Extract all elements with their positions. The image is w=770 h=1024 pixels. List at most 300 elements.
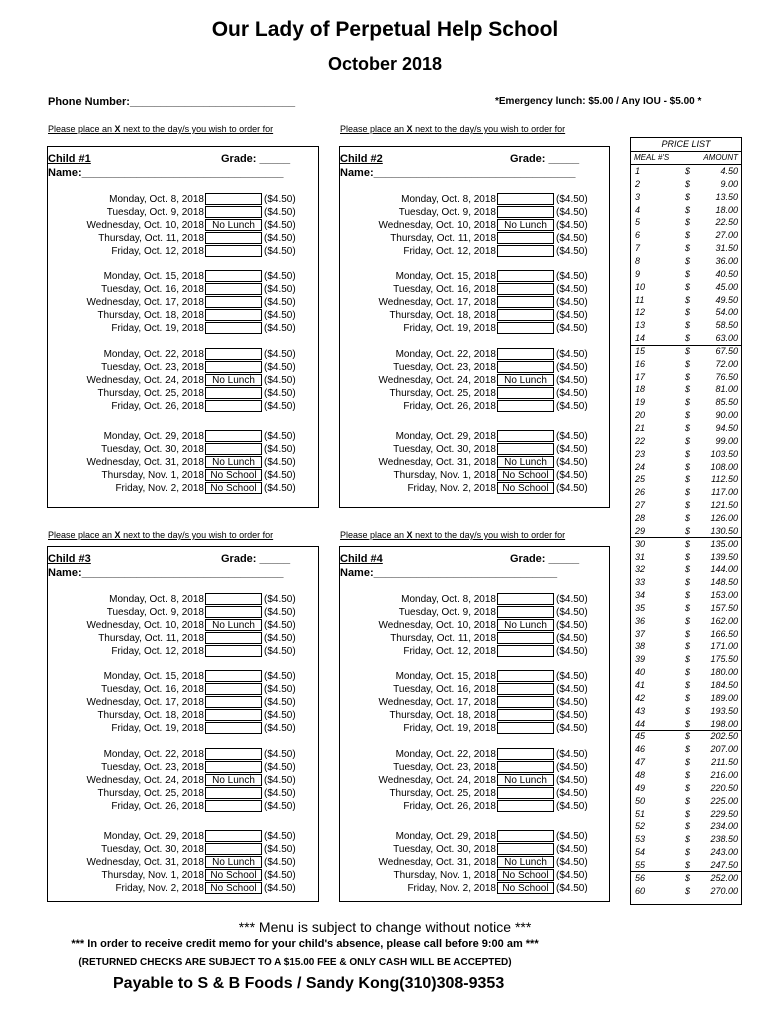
emergency-lunch-note: *Emergency lunch: $5.00 / Any IOU - $5.00 * [495, 96, 702, 107]
meal-amount: 153.00 [710, 590, 738, 601]
price-list-row [631, 397, 741, 408]
order-day-checkbox[interactable] [205, 270, 262, 282]
order-day-checkbox[interactable] [497, 193, 554, 205]
currency-symbol: $ [685, 256, 691, 266]
order-day-row [340, 670, 609, 683]
meal-count: 14 [635, 333, 646, 343]
order-day-checkbox[interactable] [205, 206, 262, 218]
currency-symbol: $ [685, 590, 691, 601]
order-day-price: ($4.50) [264, 388, 296, 399]
order-day-checkbox[interactable] [205, 645, 262, 657]
meal-amount: 67.50 [715, 345, 738, 356]
price-list-row [631, 744, 741, 755]
order-day-label: Friday, Oct. 12, 2018 [403, 646, 496, 657]
order-day-row [340, 606, 609, 619]
order-day-price: ($4.50) [556, 207, 588, 218]
returned-checks-notice: (RETURNED CHECKS ARE SUBJECT TO A $15.00 FEE & ONLY CASH WILL BE ACCEPTED) [78, 957, 512, 968]
order-day-checkbox[interactable] [205, 696, 262, 708]
order-day-unavailable: No School [497, 482, 554, 494]
order-day-unavailable: No Lunch [497, 856, 554, 868]
order-day-price: ($4.50) [556, 271, 588, 282]
order-day-row [340, 882, 609, 895]
meal-count: 7 [635, 243, 641, 254]
currency-symbol: $ [685, 731, 691, 742]
order-day-checkbox[interactable] [497, 645, 554, 657]
meal-count: 2 [635, 178, 641, 189]
meal-amount: 139.50 [710, 551, 738, 562]
order-day-checkbox[interactable] [497, 748, 554, 760]
order-day-checkbox[interactable] [205, 322, 262, 334]
order-day-checkbox[interactable] [497, 830, 554, 842]
currency-symbol: $ [685, 448, 691, 459]
price-list-row [631, 513, 741, 524]
grade-field[interactable]: Grade: _____ [221, 153, 291, 165]
order-day-label: Thursday, Oct. 25, 2018 [389, 388, 496, 399]
order-day-label: Wednesday, Oct. 31, 2018 [378, 457, 496, 468]
order-day-checkbox[interactable] [497, 400, 554, 412]
order-day-price: ($4.50) [264, 857, 296, 868]
currency-symbol: $ [685, 230, 691, 241]
meal-amount: 108.00 [710, 461, 738, 472]
order-day-checkbox[interactable] [497, 632, 554, 644]
meal-count: 21 [635, 423, 646, 433]
currency-symbol: $ [685, 268, 691, 279]
order-day-unavailable: No Lunch [497, 619, 554, 631]
meal-amount: 103.50 [710, 448, 738, 459]
order-day-checkbox[interactable] [497, 283, 554, 295]
name-field[interactable]: Name:______________________________ [340, 567, 558, 579]
order-day-label: Monday, Oct. 8, 2018 [401, 194, 496, 205]
meal-count: 43 [635, 705, 646, 716]
order-day-row [48, 709, 318, 722]
price-list-row [631, 552, 741, 563]
order-day-checkbox[interactable] [497, 683, 554, 695]
order-day-checkbox[interactable] [497, 709, 554, 721]
order-day-checkbox[interactable] [497, 361, 554, 373]
meal-amount: 171.00 [710, 641, 738, 652]
order-day-label: Tuesday, Oct. 16, 2018 [101, 684, 204, 695]
order-day-label: Wednesday, Oct. 17, 2018 [378, 697, 496, 708]
currency-symbol: $ [685, 345, 691, 356]
order-day-row [48, 856, 318, 869]
order-day-price: ($4.50) [556, 401, 588, 412]
currency-symbol: $ [685, 757, 691, 768]
currency-symbol: $ [685, 410, 691, 421]
meal-amount: 180.00 [710, 667, 738, 678]
meal-count: 54 [635, 847, 646, 857]
meal-count: 31 [635, 551, 646, 562]
order-day-price: ($4.50) [264, 207, 296, 218]
order-day-row [340, 374, 609, 387]
order-day-unavailable: No Lunch [205, 456, 262, 468]
meal-count: 30 [635, 538, 646, 549]
order-day-label: Thursday, Oct. 25, 2018 [97, 388, 204, 399]
meal-amount: 94.50 [715, 423, 738, 433]
order-day-row [340, 232, 609, 245]
meal-amount: 40.50 [715, 268, 738, 279]
order-day-unavailable: No Lunch [497, 456, 554, 468]
price-list-row [631, 796, 741, 807]
order-day-row [48, 387, 318, 400]
order-day-checkbox[interactable] [205, 830, 262, 842]
meal-amount: 211.50 [711, 757, 738, 768]
meal-amount: 135.00 [710, 538, 738, 549]
order-day-checkbox[interactable] [205, 296, 262, 308]
order-day-checkbox[interactable] [497, 843, 554, 855]
order-day-unavailable: No School [497, 882, 554, 894]
order-day-price: ($4.50) [556, 388, 588, 399]
meal-amount: 148.50 [710, 577, 738, 588]
order-day-row [340, 456, 609, 469]
price-list-amount-header: AMOUNT [703, 153, 738, 162]
name-field[interactable]: Name:_________________________________ [48, 167, 284, 179]
meal-amount: 13.50 [715, 191, 738, 202]
meal-count: 19 [635, 397, 646, 408]
price-list-row [631, 295, 741, 306]
order-day-price: ($4.50) [264, 697, 296, 708]
meal-amount: 234.00 [710, 821, 738, 832]
price-list-row [631, 217, 741, 228]
currency-symbol: $ [685, 243, 691, 254]
price-list-row [631, 333, 741, 344]
order-day-label: Thursday, Nov. 1, 2018 [101, 870, 204, 881]
order-instruction: Please place an X next to the day/s you wish to order for [340, 530, 566, 540]
order-day-checkbox[interactable] [497, 443, 554, 455]
order-day-checkbox[interactable] [497, 387, 554, 399]
order-day-checkbox[interactable] [205, 748, 262, 760]
order-day-checkbox[interactable] [205, 606, 262, 618]
order-day-checkbox[interactable] [205, 430, 262, 442]
currency-symbol: $ [685, 371, 691, 382]
order-day-price: ($4.50) [264, 870, 296, 881]
order-day-checkbox[interactable] [205, 193, 262, 205]
meal-amount: 216.00 [710, 769, 738, 780]
order-day-checkbox[interactable] [205, 670, 262, 682]
order-day-label: Tuesday, Oct. 23, 2018 [101, 362, 204, 373]
child-order-form [47, 546, 319, 902]
order-day-price: ($4.50) [264, 297, 296, 308]
child-label: Child #3 [48, 553, 91, 565]
currency-symbol: $ [685, 333, 691, 343]
grade-field[interactable]: Grade: _____ [510, 153, 580, 165]
order-day-price: ($4.50) [264, 444, 296, 455]
order-day-price: ($4.50) [556, 831, 588, 842]
order-day-checkbox[interactable] [497, 245, 554, 257]
credit-memo-notice: *** In order to receive credit memo for your child's absence, please call before 9:00 am *** [71, 938, 539, 950]
order-day-price: ($4.50) [556, 310, 588, 321]
order-day-price: ($4.50) [556, 844, 588, 855]
order-day-price: ($4.50) [264, 375, 296, 386]
meal-count: 15 [635, 345, 646, 356]
price-list-row [631, 462, 741, 473]
order-day-label: Wednesday, Oct. 24, 2018 [378, 375, 496, 386]
order-day-row [340, 482, 609, 495]
order-day-label: Monday, Oct. 15, 2018 [103, 271, 204, 282]
currency-symbol: $ [685, 435, 691, 446]
order-day-price: ($4.50) [556, 607, 588, 618]
order-day-label: Thursday, Oct. 18, 2018 [97, 310, 204, 321]
order-day-checkbox[interactable] [497, 348, 554, 360]
order-day-row [340, 683, 609, 696]
order-day-price: ($4.50) [264, 749, 296, 760]
order-day-row [48, 348, 318, 361]
order-day-checkbox[interactable] [497, 270, 554, 282]
order-day-price: ($4.50) [264, 594, 296, 605]
order-day-row [48, 800, 318, 813]
order-day-row [340, 430, 609, 443]
meal-amount: 157.50 [710, 602, 738, 613]
price-list-row [631, 693, 741, 704]
order-day-checkbox[interactable] [205, 683, 262, 695]
name-field[interactable]: Name:_________________________________ [48, 567, 284, 579]
order-day-checkbox[interactable] [497, 722, 554, 734]
meal-count: 5 [635, 217, 641, 228]
order-day-label: Monday, Oct. 15, 2018 [103, 671, 204, 682]
order-day-row [340, 245, 609, 258]
currency-symbol: $ [685, 551, 691, 562]
order-day-checkbox[interactable] [497, 670, 554, 682]
currency-symbol: $ [685, 615, 691, 626]
order-day-label: Friday, Oct. 26, 2018 [111, 401, 204, 412]
child-order-form [339, 146, 610, 508]
order-day-checkbox[interactable] [205, 361, 262, 373]
order-day-row [48, 443, 318, 456]
meal-count: 47 [635, 757, 646, 768]
order-day-checkbox[interactable] [205, 787, 262, 799]
order-day-row [340, 309, 609, 322]
order-day-price: ($4.50) [264, 246, 296, 257]
order-day-row [340, 761, 609, 774]
order-day-label: Monday, Oct. 15, 2018 [395, 671, 496, 682]
currency-symbol: $ [685, 307, 691, 318]
order-day-price: ($4.50) [556, 788, 588, 799]
order-day-checkbox[interactable] [205, 722, 262, 734]
meal-amount: 72.00 [715, 358, 738, 369]
price-list-row [631, 192, 741, 203]
price-list-row [631, 282, 741, 293]
meal-count: 51 [635, 808, 646, 819]
order-day-label: Monday, Oct. 22, 2018 [103, 349, 204, 360]
meal-count: 22 [635, 435, 646, 446]
meal-count: 46 [635, 744, 646, 755]
order-day-row [48, 632, 318, 645]
order-day-checkbox[interactable] [205, 709, 262, 721]
order-day-checkbox[interactable] [205, 309, 262, 321]
order-day-price: ($4.50) [264, 646, 296, 657]
meal-count: 17 [635, 371, 646, 382]
meal-amount: 175.50 [710, 654, 738, 665]
meal-count: 40 [635, 667, 646, 678]
price-list-row [631, 372, 741, 383]
order-day-checkbox[interactable] [497, 696, 554, 708]
order-day-price: ($4.50) [264, 457, 296, 468]
order-day-checkbox[interactable] [205, 245, 262, 257]
order-day-price: ($4.50) [264, 710, 296, 721]
price-list-row [631, 230, 741, 241]
order-day-row [340, 843, 609, 856]
currency-symbol: $ [685, 525, 691, 536]
order-day-checkbox[interactable] [205, 232, 262, 244]
meal-count: 29 [635, 525, 646, 536]
currency-symbol: $ [685, 834, 691, 845]
order-day-row [340, 645, 609, 658]
order-day-price: ($4.50) [264, 633, 296, 644]
currency-symbol: $ [685, 178, 691, 189]
order-day-price: ($4.50) [264, 788, 296, 799]
child-label: Child #2 [340, 153, 383, 165]
meal-amount: 121.50 [710, 500, 738, 511]
order-day-checkbox[interactable] [205, 387, 262, 399]
order-day-price: ($4.50) [264, 362, 296, 373]
order-day-unavailable: No School [205, 869, 262, 881]
currency-symbol: $ [685, 692, 691, 703]
order-day-unavailable: No Lunch [497, 219, 554, 231]
price-list-row [631, 410, 741, 421]
meal-count: 25 [635, 474, 646, 485]
order-day-checkbox[interactable] [497, 787, 554, 799]
order-day-row [48, 882, 318, 895]
order-day-row [48, 843, 318, 856]
name-field[interactable]: Name:_________________________________ [340, 167, 576, 179]
phone-number-field[interactable] [48, 96, 295, 108]
price-list-row [631, 680, 741, 691]
price-list-row [631, 320, 741, 331]
meal-count: 56 [635, 872, 646, 883]
order-day-checkbox[interactable] [497, 593, 554, 605]
order-day-checkbox[interactable] [497, 800, 554, 812]
meal-amount: 126.00 [710, 512, 738, 523]
child-label: Child #1 [48, 153, 91, 165]
order-day-price: ($4.50) [556, 233, 588, 244]
meal-count: 11 [635, 294, 645, 305]
price-list-row [631, 821, 741, 832]
meal-amount: 144.00 [710, 564, 738, 575]
currency-symbol: $ [685, 795, 691, 806]
order-day-checkbox[interactable] [205, 800, 262, 812]
order-day-checkbox[interactable] [205, 632, 262, 644]
order-day-price: ($4.50) [264, 323, 296, 334]
order-day-row [340, 387, 609, 400]
price-list-row [631, 500, 741, 511]
order-day-label: Monday, Oct. 15, 2018 [395, 271, 496, 282]
order-day-label: Thursday, Nov. 1, 2018 [101, 470, 204, 481]
order-day-row [340, 619, 609, 632]
order-day-label: Tuesday, Oct. 16, 2018 [393, 284, 496, 295]
meal-count: 50 [635, 795, 646, 806]
order-day-checkbox[interactable] [497, 322, 554, 334]
grade-field[interactable]: Grade: _____ [221, 553, 291, 565]
order-day-row [340, 748, 609, 761]
meal-amount: 49.50 [715, 294, 738, 305]
currency-symbol: $ [685, 204, 691, 215]
meal-amount: 76.50 [715, 371, 738, 382]
order-day-row [48, 361, 318, 374]
order-day-checkbox[interactable] [205, 443, 262, 455]
meal-amount: 18.00 [715, 204, 738, 215]
price-list-row [631, 359, 741, 370]
currency-symbol: $ [685, 384, 691, 395]
order-day-checkbox[interactable] [497, 606, 554, 618]
order-day-price: ($4.50) [556, 444, 588, 455]
currency-symbol: $ [685, 191, 691, 202]
order-day-row [48, 482, 318, 495]
order-day-price: ($4.50) [264, 284, 296, 295]
order-day-checkbox[interactable] [205, 843, 262, 855]
grade-field[interactable]: Grade: _____ [510, 553, 580, 565]
meal-amount: 220.50 [710, 782, 738, 793]
order-day-checkbox[interactable] [205, 400, 262, 412]
order-day-price: ($4.50) [264, 801, 296, 812]
order-day-label: Friday, Oct. 19, 2018 [403, 723, 496, 734]
meal-count: 34 [635, 590, 646, 601]
order-day-unavailable: No Lunch [205, 619, 262, 631]
meal-amount: 81.00 [715, 384, 738, 395]
meal-amount: 247.50 [710, 859, 738, 870]
order-day-checkbox[interactable] [497, 309, 554, 321]
price-list-row [631, 847, 741, 858]
meal-count: 13 [635, 320, 646, 331]
order-day-checkbox[interactable] [205, 348, 262, 360]
order-day-label: Wednesday, Oct. 24, 2018 [378, 775, 496, 786]
meal-amount: 85.50 [715, 397, 738, 408]
order-day-price: ($4.50) [556, 749, 588, 760]
currency-symbol: $ [685, 217, 691, 228]
order-day-label: Monday, Oct. 22, 2018 [103, 749, 204, 760]
order-day-label: Friday, Oct. 12, 2018 [111, 646, 204, 657]
price-list-row [631, 166, 741, 177]
order-day-checkbox[interactable] [205, 761, 262, 773]
order-day-checkbox[interactable] [205, 593, 262, 605]
order-day-label: Tuesday, Oct. 30, 2018 [101, 844, 204, 855]
order-day-price: ($4.50) [264, 483, 296, 494]
order-day-label: Friday, Oct. 19, 2018 [111, 723, 204, 734]
payable-to: Payable to S & B Foods / Sandy Kong(310)308-9353 [113, 975, 505, 992]
meal-amount: 207.00 [710, 744, 738, 755]
order-day-price: ($4.50) [264, 684, 296, 695]
order-day-row [48, 696, 318, 709]
currency-symbol: $ [685, 602, 691, 613]
order-day-checkbox[interactable] [497, 206, 554, 218]
order-day-label: Thursday, Oct. 11, 2018 [98, 633, 204, 644]
meal-amount: 36.00 [715, 256, 738, 266]
price-list-row [631, 307, 741, 318]
order-day-checkbox[interactable] [497, 761, 554, 773]
menu-change-notice: *** Menu is subject to change without notice *** [238, 919, 532, 935]
meal-count: 8 [635, 256, 641, 266]
meal-count: 27 [635, 500, 646, 511]
order-day-row [340, 869, 609, 882]
order-day-row [340, 787, 609, 800]
order-day-price: ($4.50) [556, 671, 588, 682]
order-day-label: Monday, Oct. 8, 2018 [401, 594, 496, 605]
order-day-checkbox[interactable] [497, 232, 554, 244]
meal-count: 33 [635, 577, 646, 588]
meal-count: 26 [635, 487, 646, 498]
order-day-label: Wednesday, Oct. 17, 2018 [86, 697, 204, 708]
order-day-checkbox[interactable] [205, 283, 262, 295]
order-day-checkbox[interactable] [497, 296, 554, 308]
price-list-row [631, 616, 741, 627]
price-list-row [631, 873, 741, 884]
order-day-price: ($4.50) [556, 857, 588, 868]
order-day-price: ($4.50) [264, 620, 296, 631]
order-day-row [340, 361, 609, 374]
phone-blank[interactable]: ___________________________ [129, 96, 296, 108]
order-day-row [48, 270, 318, 283]
order-day-row [340, 443, 609, 456]
order-day-checkbox[interactable] [497, 430, 554, 442]
meal-count: 42 [635, 692, 646, 703]
